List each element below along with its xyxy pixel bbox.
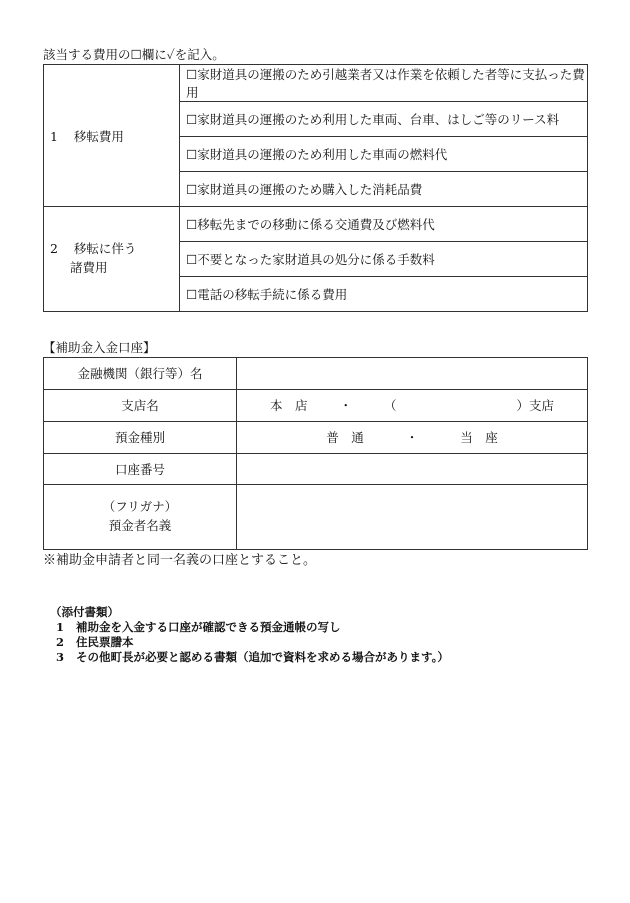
category-number: 1 [50,128,58,144]
attachment-text: 住民票謄本 [76,635,134,649]
account-type-field[interactable] [237,421,588,453]
instruction-text: 該当する費用の☐欄に✓を記入。 [43,47,225,62]
furigana-label: （フリガナ） [102,499,178,515]
expense-checkbox-item[interactable]: ☐不要となった家財道具の処分に係る手数料 [180,242,588,277]
attachment-text: その他町長が必要と認める書類（追加で資料を求める場合があります。） [76,650,449,664]
attachment-text: 補助金を入金する口座が確認できる預金通帳の写し [76,620,341,634]
attachment-number: 2 [56,635,65,649]
category-label: 移転に伴う [73,241,137,257]
expense-table [43,64,588,312]
category-moving-costs [44,65,180,207]
expense-checkbox-item[interactable]: ☐電話の移転手続に係る費用 [180,277,588,312]
branch-open-paren: （ [383,398,397,414]
expense-checkbox-item[interactable]: ☐家財道具の運搬のため利用した車両の燃料代 [180,137,588,172]
branch-suffix: ）支店 [516,398,554,414]
attachments-heading: （添付書類） [50,605,119,619]
separator-dot: ・ [405,430,419,446]
category-label: 移転費用 [73,128,124,144]
account-number-label: 口座番号 [44,453,237,485]
bank-name-label: 金融機関（銀行等）名 [44,358,237,390]
ordinary-option[interactable]: 普 通 [326,430,364,446]
account-holder-field[interactable] [237,485,588,550]
branch-name-label: 支店名 [44,389,237,421]
bank-section-heading: 【補助金入金口座】 [43,340,156,355]
category-label-line2: 諸費用 [70,260,108,275]
bank-note: ※補助金申請者と同一名義の口座とすること。 [43,553,317,568]
attachment-number: 3 [56,650,65,664]
account-number-field[interactable] [237,453,588,485]
holder-name-label: 預金者名義 [108,518,172,534]
account-type-label: 預金種別 [44,421,237,453]
separator-dot: ・ [339,398,353,414]
bank-account-table [43,357,588,550]
branch-name-field[interactable] [237,389,588,421]
expense-checkbox-item[interactable]: ☐家財道具の運搬のため購入した消耗品費 [180,172,588,207]
expense-checkbox-item[interactable]: ☐移転先までの移動に係る交通費及び燃料代 [180,207,588,242]
head-office-option[interactable]: 本 店 [270,398,308,414]
expense-checkbox-item[interactable]: ☐家財道具の運搬のため引越業者又は作業を依頼した者等に支払った費用 [180,65,588,102]
checking-option[interactable]: 当 座 [460,430,498,446]
attachments-section [50,605,449,665]
category-related-costs [44,207,180,312]
category-number: 2 [50,241,58,257]
attachment-item [50,650,449,665]
bank-name-field[interactable] [237,358,588,390]
attachment-item [50,635,449,650]
expense-checkbox-item[interactable]: ☐家財道具の運搬のため利用した車両、台車、はしご等のリース料 [180,102,588,137]
attachment-item [50,620,449,635]
account-holder-label [44,485,237,550]
attachment-number: 1 [56,620,65,634]
